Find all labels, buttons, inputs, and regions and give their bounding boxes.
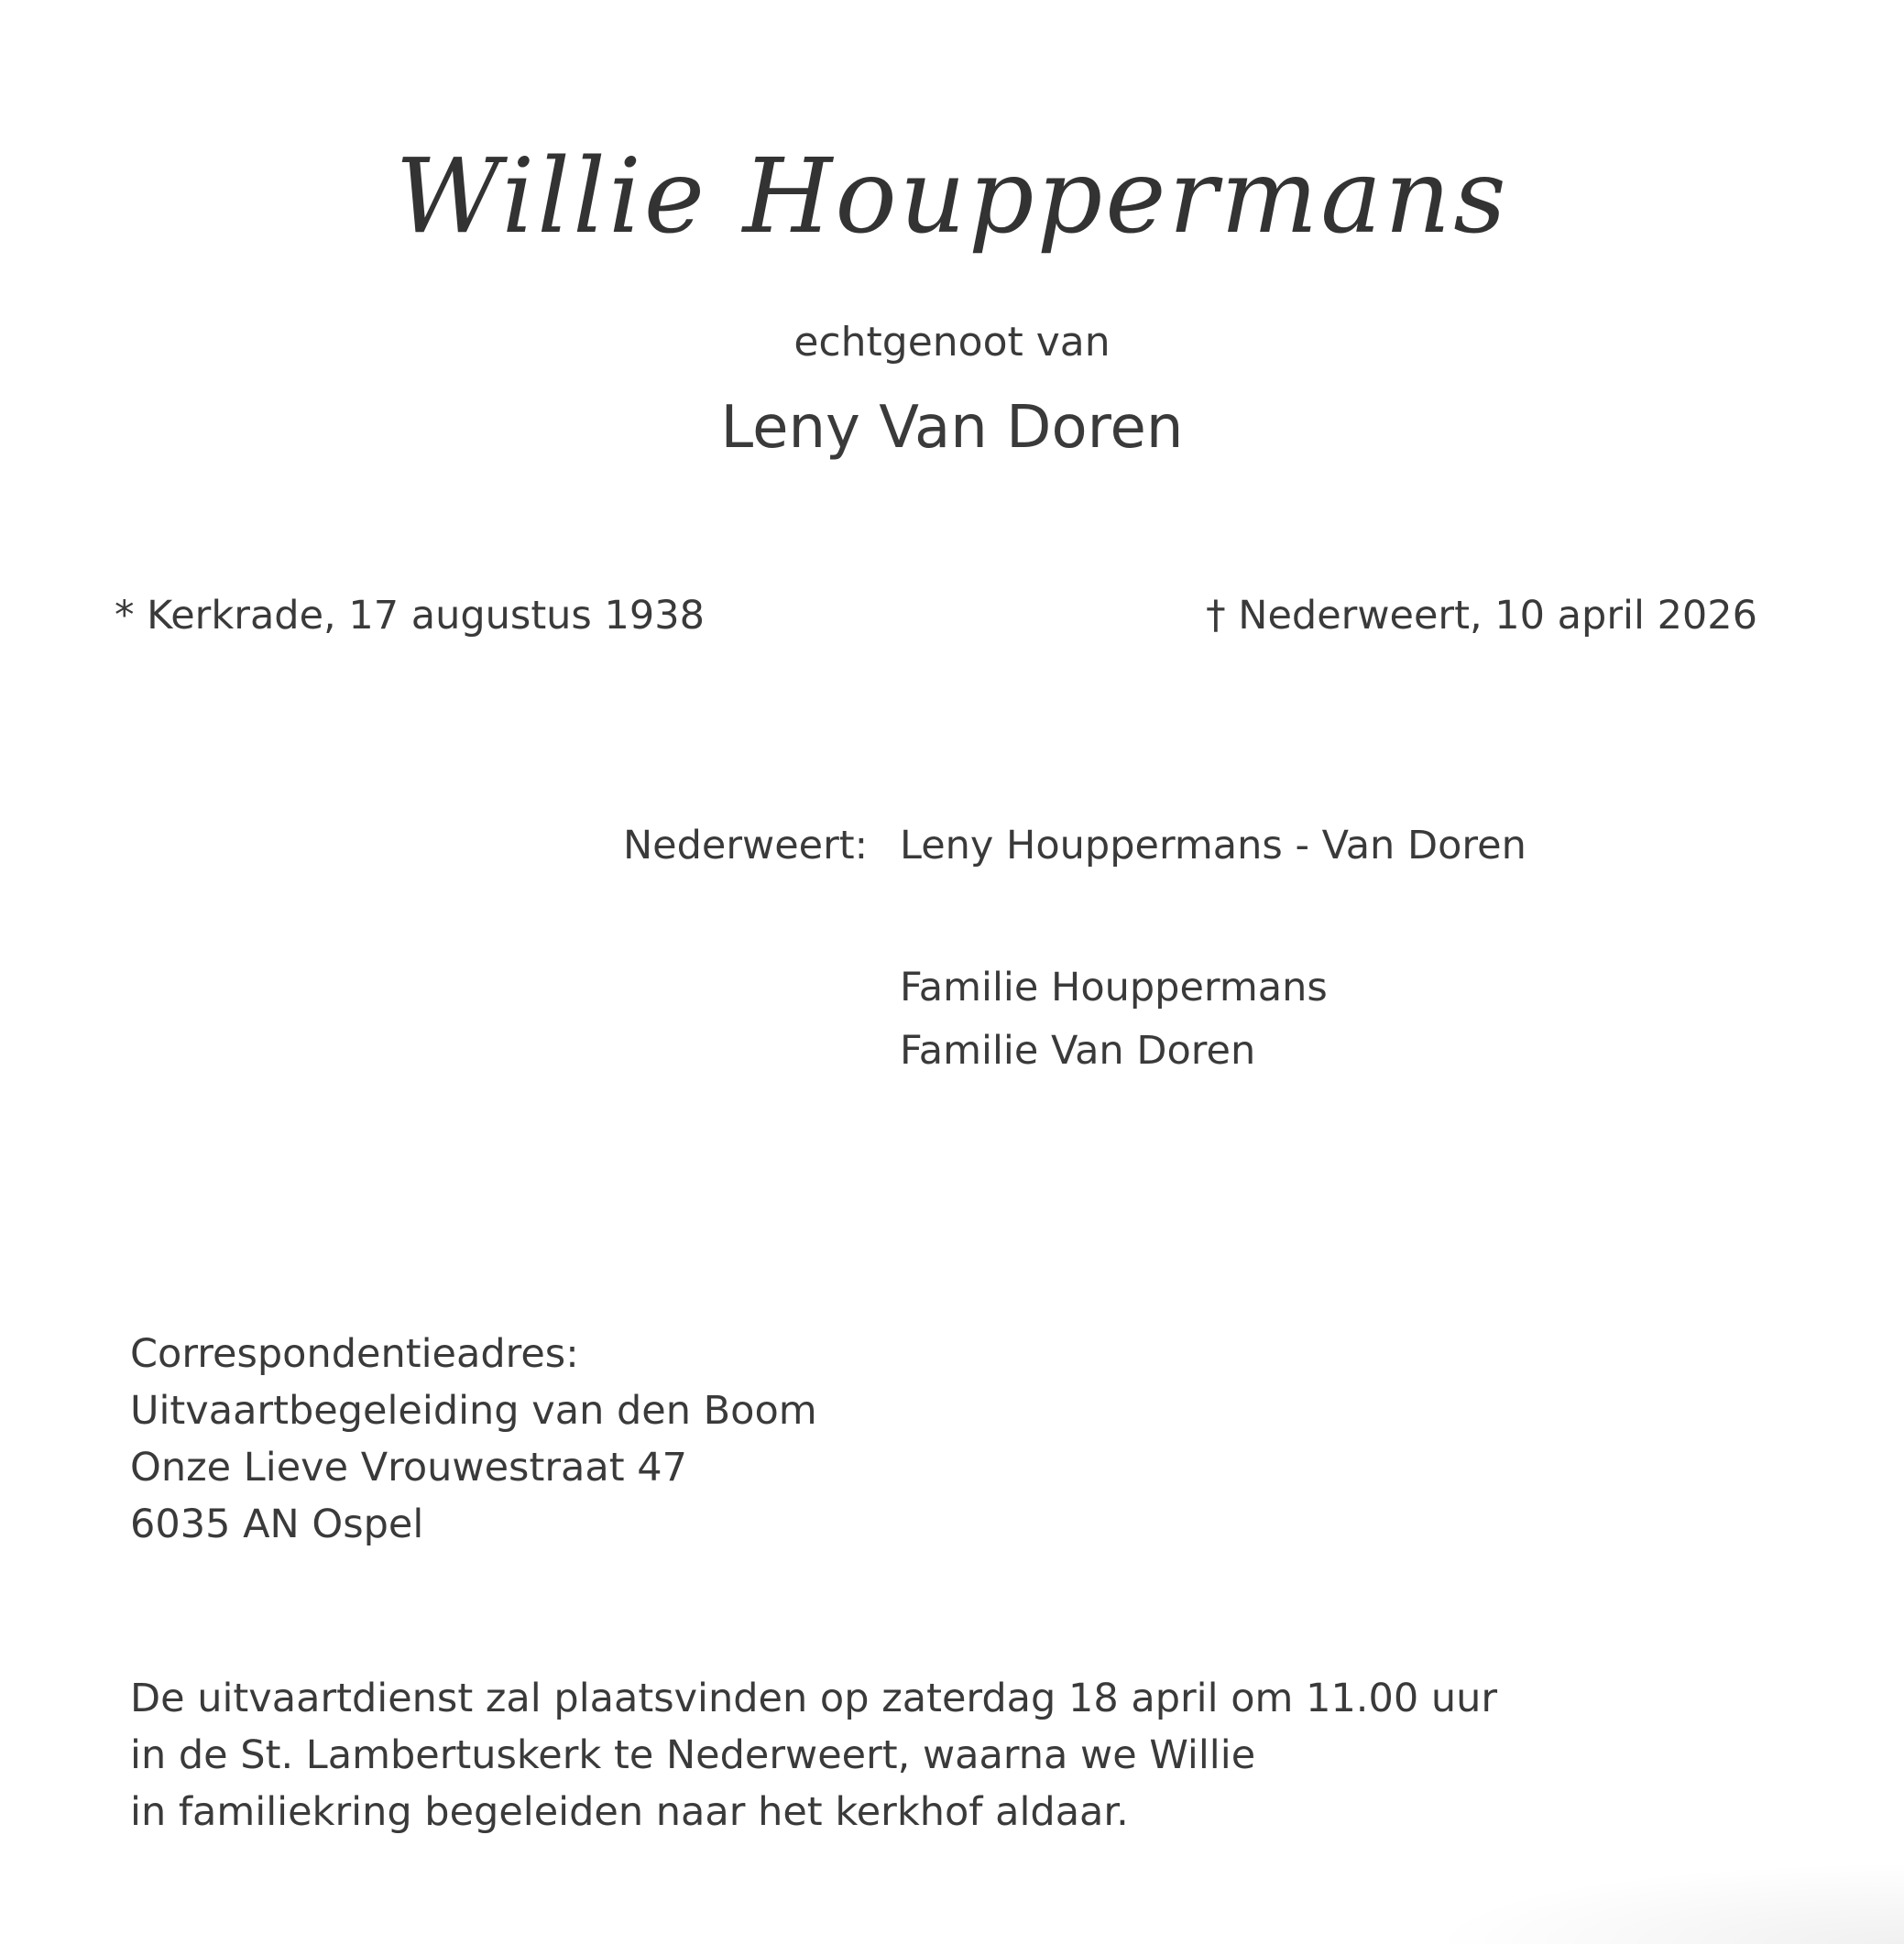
correspondence-heading: Correspondentieadres: (130, 1331, 579, 1377)
service-line-1: De uitvaartdienst zal plaatsvinden op zaterdag 18 april om 11.00 uur (130, 1676, 1498, 1721)
spouse-name: Leny Van Doren (720, 394, 1184, 462)
correspondence-block (130, 1326, 817, 1553)
correspondence-street: Onze Lieve Vrouwestraat 47 (130, 1445, 687, 1491)
page-shadow (1428, 1862, 1904, 1944)
service-block (130, 1670, 1497, 1840)
service-line-2: in de St. Lambertuskerk te Nederweert, waarna we Willie (130, 1732, 1256, 1778)
relation-label: echtgenoot van (793, 319, 1111, 366)
family-line-houppermans: Familie Houppermans (900, 965, 1328, 1010)
family-place: Nederweert: (623, 823, 869, 868)
family-line-partner: Leny Houppermans - Van Doren (900, 823, 1526, 868)
death-date: † Nederweert, 10 april 2026 (1206, 593, 1757, 639)
birth-date: * Kerkrade, 17 augustus 1938 (115, 593, 705, 639)
family-line-van-doren: Familie Van Doren (900, 1028, 1256, 1074)
service-line-3: in familiekring begeleiden naar het kerkhof aldaar. (130, 1789, 1129, 1835)
correspondence-company: Uitvaartbegeleiding van den Boom (130, 1388, 817, 1434)
correspondence-postal: 6035 AN Ospel (130, 1502, 424, 1547)
deceased-name: Willie Houppermans (395, 137, 1509, 257)
